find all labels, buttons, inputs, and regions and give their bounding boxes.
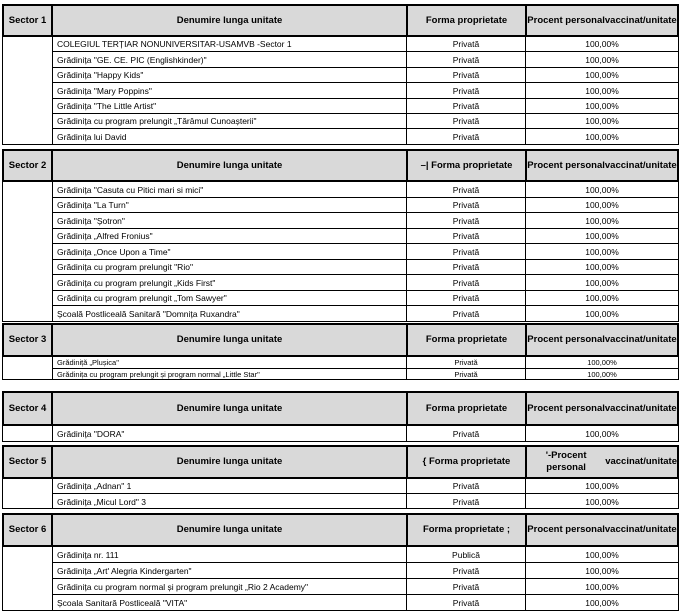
column-header-percent <box>527 393 677 424</box>
sector-header <box>2 149 679 182</box>
ownership-form: Privată <box>407 52 526 67</box>
vaccinated-percent: 100,00% <box>585 293 619 303</box>
sector-label: Sector 6 <box>4 515 53 545</box>
ownership-form: Privată <box>407 244 526 259</box>
sector-block <box>2 4 679 145</box>
ownership-form: Privată <box>407 198 526 212</box>
column-header-name: Denumire lunga unitate <box>53 393 408 424</box>
vaccinated-percent: 100,00% <box>585 85 619 96</box>
column-header-form: Forma proprietate <box>408 6 527 35</box>
column-header-percent <box>527 515 677 545</box>
ownership-form: Privată <box>407 114 526 128</box>
sector-label-spacer <box>3 426 53 441</box>
vaccinated-percent: 100,00% <box>585 481 619 491</box>
sector-rows <box>2 547 679 611</box>
percent-header-line2: vaccinat/unitate <box>605 456 677 467</box>
table-row <box>52 213 679 229</box>
ownership-form: Privată <box>407 579 526 594</box>
sector-header <box>2 323 679 357</box>
table-row <box>52 229 679 244</box>
sector-block <box>2 513 679 611</box>
vaccinated-percent: 100,00% <box>585 598 619 608</box>
unit-name: Grădinița "The Little Artist" <box>52 99 407 113</box>
column-header-percent <box>527 325 677 355</box>
ownership-form: Privată <box>407 260 526 274</box>
column-header-name: Denumire lunga unitate <box>53 151 408 180</box>
ownership-form: Privată <box>407 213 526 228</box>
vaccinated-percent: 100,00% <box>587 358 617 367</box>
unit-name: Grădinița cu program prelungit „Kids First" <box>52 275 407 290</box>
sector-label: Sector 5 <box>4 447 53 477</box>
sector-label: Sector 2 <box>4 151 53 180</box>
sector-label-spacer <box>3 479 53 508</box>
percent-header-line1: Procent personal <box>527 402 605 414</box>
vaccinated-percent: 100,00% <box>585 39 619 49</box>
percent-header-line2: vaccinat/unitate <box>604 159 677 171</box>
table-row <box>52 52 679 68</box>
unit-name: Grădinița "Mary Poppins" <box>52 83 407 98</box>
percent-header-line1: Procent personal <box>527 334 605 345</box>
sector-header <box>2 391 679 426</box>
column-header-percent <box>527 151 677 180</box>
vaccinated-percent: 100,00% <box>585 200 619 210</box>
vaccinated-percent: 100,00% <box>585 262 619 272</box>
vaccinated-percent: 100,00% <box>585 215 619 226</box>
table-row <box>52 547 679 563</box>
table-row <box>52 260 679 275</box>
vaccinated-percent: 100,00% <box>585 184 619 195</box>
sector-label-spacer <box>3 357 53 379</box>
sector-rows <box>2 426 679 442</box>
vaccinated-percent: 100,00% <box>585 565 619 576</box>
column-header-name: Denumire lunga unitate <box>53 447 408 477</box>
column-header-percent <box>527 6 677 35</box>
sector-label: Sector 1 <box>4 6 53 35</box>
vaccinated-percent: 100,00% <box>585 101 619 111</box>
ownership-form: Privată <box>407 357 526 368</box>
ownership-form: Privată <box>407 37 526 51</box>
ownership-form: Privată <box>407 182 526 197</box>
unit-name: Grădinița "Șotron" <box>52 213 407 228</box>
percent-header-line1: Procent personal <box>527 159 605 171</box>
table-row <box>52 494 679 509</box>
table-row <box>52 182 679 198</box>
sector-rows <box>2 479 679 509</box>
ownership-form: Privată <box>407 99 526 113</box>
unit-name: Grădinița cu program prelungit „Tom Sawyer" <box>52 291 407 305</box>
table-row <box>52 306 679 322</box>
column-header-form: Forma proprietate <box>408 393 527 424</box>
ownership-form: Privată <box>407 563 526 578</box>
percent-header-line1: '-Procent personal <box>545 450 587 473</box>
column-header-name: Denumire lunga unitate <box>53 515 408 545</box>
unit-name: Grădinița „Adnan" 1 <box>52 479 407 493</box>
table-row <box>52 198 679 213</box>
ownership-form: Privată <box>407 426 526 442</box>
column-header-percent <box>527 447 677 477</box>
unit-name: Grădinița "GE. CE. PIC (Englishkinder)" <box>52 52 407 67</box>
vaccinated-percent: 100,00% <box>587 370 617 379</box>
table-row <box>52 129 679 145</box>
table-row <box>52 291 679 306</box>
column-header-form: Forma proprietate <box>408 325 527 355</box>
unit-name: Grădinița cu program prelungit „Tărâmul Cunoașterii" <box>52 114 407 128</box>
vaccinated-percent: 100,00% <box>585 116 619 126</box>
table-row <box>52 275 679 291</box>
unit-name: Școala Sanitară Postliceală "VITA" <box>52 595 407 611</box>
column-header-form: Forma proprietate ; <box>408 515 527 545</box>
unit-name: Grădinița cu program prelungit "Rio" <box>52 260 407 274</box>
sector-header <box>2 4 679 37</box>
ownership-form: Privată <box>407 369 526 380</box>
percent-header-line1: Procent personal <box>527 14 605 26</box>
vaccinated-percent: 100,00% <box>585 581 619 592</box>
unit-name: Grădinița „Once Upon a Time" <box>52 244 407 259</box>
percent-header-line2: vaccinat/unitate <box>604 14 677 26</box>
unit-name: Grădinița lui David <box>52 129 407 145</box>
unit-name: Grădinița cu program prelungit și program normal „Little Star" <box>52 369 407 380</box>
sector-label-spacer <box>3 547 53 610</box>
sector-header <box>2 445 679 479</box>
table-row <box>52 579 679 595</box>
unit-name: Grădinița „Micul Lord" 3 <box>52 494 407 509</box>
percent-header-line2: vaccinat/unitate <box>604 524 677 535</box>
table-row <box>52 357 679 369</box>
sector-block <box>2 445 679 509</box>
ownership-form: Privată <box>407 83 526 98</box>
table-row <box>52 479 679 494</box>
unit-name: Grădinița "La Turn" <box>52 198 407 212</box>
vaccinated-percent: 100,00% <box>585 231 619 241</box>
sector-label-spacer <box>3 37 53 144</box>
unit-name: Grădinița "DORA" <box>52 426 407 442</box>
unit-name: Grădinița "Casuta cu Pitici mari si mici" <box>52 182 407 197</box>
ownership-form: Privată <box>407 275 526 290</box>
vaccinated-percent: 100,00% <box>585 309 619 319</box>
table-row <box>52 83 679 99</box>
column-header-form: { Forma proprietate <box>408 447 527 477</box>
table-row <box>52 37 679 52</box>
vaccinated-percent: 100,00% <box>585 277 619 288</box>
sector-label: Sector 3 <box>4 325 53 355</box>
ownership-form: Privată <box>407 479 526 493</box>
vaccinated-percent: 100,00% <box>585 549 619 560</box>
vaccinated-percent: 100,00% <box>585 246 619 257</box>
sector-label: Sector 4 <box>4 393 53 424</box>
sector-rows <box>2 37 679 145</box>
ownership-form: Privată <box>407 229 526 243</box>
sector-header <box>2 513 679 547</box>
table-row <box>52 426 679 442</box>
unit-name: Grădinița „Alfred Fronius" <box>52 229 407 243</box>
table-row <box>52 595 679 611</box>
vaccinated-percent: 100,00% <box>585 70 619 80</box>
table-row <box>52 244 679 260</box>
percent-header-line1: Procent personal <box>527 524 605 535</box>
sector-rows <box>2 182 679 322</box>
ownership-form: Publică <box>407 547 526 562</box>
sector-block <box>2 149 679 322</box>
ownership-form: Privată <box>407 291 526 305</box>
table-row <box>52 563 679 579</box>
column-header-form: –| Forma proprietate <box>408 151 527 180</box>
vaccinated-percent: 100,00% <box>585 132 619 142</box>
unit-name: Grădinița „Art' Alegria Kindergarten" <box>52 563 407 578</box>
ownership-form: Privată <box>407 68 526 82</box>
sector-block <box>2 391 679 442</box>
ownership-form: Privată <box>407 129 526 145</box>
unit-name: COLEGIUL TERȚIAR NONUNIVERSITAR-USAMVB -Sector 1 <box>52 37 407 51</box>
sector-rows <box>2 357 679 380</box>
column-header-name: Denumire lunga unitate <box>53 6 408 35</box>
vaccinated-percent: 100,00% <box>585 54 619 65</box>
unit-name: Grădinița nr. 111 <box>52 547 407 562</box>
percent-header-line2: vaccinat/unitate <box>604 334 677 345</box>
percent-header-line2: vaccinat/unitate <box>604 402 677 414</box>
vaccinated-percent: 100,00% <box>585 429 619 439</box>
sector-block <box>2 323 679 380</box>
table-row <box>52 369 679 380</box>
table-row <box>52 114 679 129</box>
ownership-form: Privată <box>407 306 526 322</box>
unit-name: Grădinița "Happy Kids" <box>52 68 407 82</box>
unit-name: Grădiniță „Plușica" <box>52 357 407 368</box>
table-row <box>52 99 679 114</box>
ownership-form: Privată <box>407 494 526 509</box>
vaccinated-percent: 100,00% <box>585 496 619 507</box>
column-header-name: Denumire lunga unitate <box>53 325 408 355</box>
sector-label-spacer <box>3 182 53 321</box>
ownership-form: Privată <box>407 595 526 611</box>
unit-name: Școală Postliceală Sanitară "Domnița Ruxandra" <box>52 306 407 322</box>
table-row <box>52 68 679 83</box>
unit-name: Grădinița cu program normal și program prelungit „Rio 2 Academy" <box>52 579 407 594</box>
